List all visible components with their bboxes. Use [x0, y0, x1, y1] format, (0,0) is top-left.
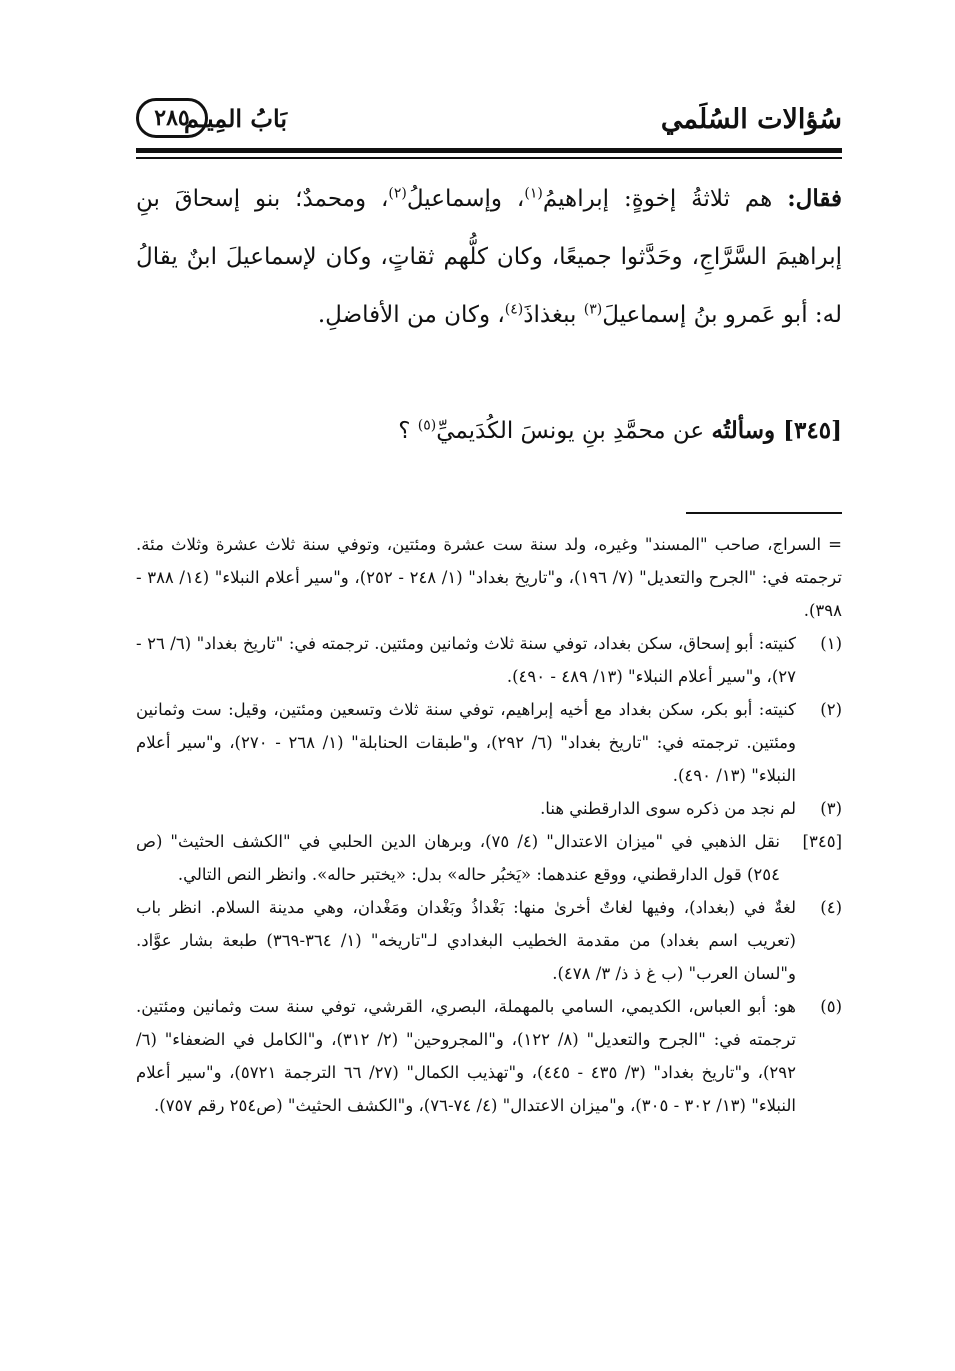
footnote-item	[136, 693, 842, 792]
footnote-separator	[686, 512, 842, 514]
footnote-item	[136, 891, 842, 990]
footnote-number: (٤)	[820, 898, 842, 917]
footnote-ref-1[interactable]: (١)	[524, 185, 543, 202]
page-number-badge: ٢٨٥	[136, 98, 208, 138]
answer-text-3: ، ومحمدٌ؛ بنو إسحاقَ بنِ إبراهيمَ السَّرَّاجِ، وحَدَّثوا جميعًا، وكان كلُّهم ثقاتٍ، وكان لإسماعيلَ ابنٌ يقالُ له: أبو عَمرو بنُ إسماعيلَ	[136, 186, 842, 328]
answer-lead: فقال:	[787, 185, 843, 212]
footnote-number: (٣)	[820, 799, 842, 818]
footnote-number: (٥)	[820, 997, 842, 1016]
footnote-item	[136, 627, 842, 693]
page-header	[136, 98, 842, 148]
footnote-text: كنيته: أبو إسحاق، سكن بغداد، توفي سنة ثلاث وثمانين ومئتين. ترجمته في: "تاريخ بغداد" (٦/ ٢٦ - ٢٧)، و"سير أعلام النبلاء" (١٣/ ٤٨٩ - ٤٩٠).	[136, 634, 796, 686]
answer-text-2: ، وإسماعيلُ	[406, 186, 525, 212]
answer-text-1: هم ثلاثةُ إخوةٍ: إبراهيمُ	[542, 186, 773, 212]
footnote-text: لغةٌ في (بغداد)، وفيها لغاتٌ أخرىٰ منها: بَغْداذُ وبَغْدان ومَغْدان، وهي مدينة السلام. انظر باب (تعريب اسم بغداد) من مقدمة الخطيب البغدادي لـ"تاريخه" (١/ ٣٦٤-٣٦٩) طبعة بشار عوَّاد. و"لسان العرب" (ب غ ذ ذ/ ٣/ ٤٧٨).	[136, 898, 796, 983]
footnotes-section	[136, 528, 842, 1122]
chapter-title: بَابُ المِيـم	[183, 104, 287, 133]
header-rule-thin	[136, 157, 842, 159]
footnote-number: (٢)	[820, 700, 842, 719]
question-paragraph	[136, 402, 842, 460]
footnote-continuation: = السراج، صاحب "المسند" وغيره، ولد سنة ست عشرة ومئتين، وتوفي سنة ثلاث عشرة وثلاث مئة. ترجمته في: "الجرح والتعديل" (٧/ ١٩٦)، و"تاريخ بغداد" (١/ ٢٤٨ - ٢٥٢)، و"سير أعلام النبلاء" (١٤/ ٣٨٨ - ٣٩٨).	[136, 535, 842, 620]
footnote-item	[136, 792, 842, 825]
footnote-text: كنيته: أبو بكر، سكن بغداد مع أخيه إبراهيم، توفي سنة ثلاث وتسعين ومئتين، وقيل: ست وثمانين ومئتين. ترجمته في: "تاريخ بغداد" (٦/ ٢٩٢)، و"طبقات الحنابلة" (١/ ٢٦٨ - ٢٧٠)، و"سير أعلام النبلاء" (١٣/ ٤٩٠).	[136, 700, 796, 785]
book-title: سُؤالات السُلَمي	[660, 104, 842, 135]
answer-text-5: ، وكان من الأفاضلِ.	[317, 302, 505, 328]
answer-paragraph	[136, 170, 842, 344]
footnote-text: هو: أبو العباس، الكديمي، السامي بالمهملة، البصري، القرشي، توفي سنة ست وثمانين ومئتين. ترجمته في: "الجرح والتعديل" (٨/ ١٢٢)، و"المجروحين" (٢/ ٣١٢)، و"الكامل في الضعفاء" (٦/ ٢٩٢)، و"تاريخ بغداد" (٣/ ٤٣٥ - ٤٤٥)، و"تهذيب الكمال" (٢٧/ ٦٦ الترجمة ٥٧٢١)، و"سير أعلام النبلاء" (١٣/ ٣٠٢ - ٣٠٥)، و"ميزان الاعتدال" (٤/ ٧٤-٧٦)، و"الكشف الحثيث" (ص٢٥٤ رقم ٧٥٧).	[136, 997, 796, 1115]
footnote-number: [٣٤٥]	[802, 832, 842, 851]
question-text: عن محمَّدِ بنِ يونسَ الكُدَيميِّ	[436, 418, 705, 444]
answer-text-4: ببغذاذَ	[523, 302, 584, 328]
header-rule-thick	[136, 148, 842, 153]
footnote-ref-3[interactable]: (٣)	[583, 301, 603, 318]
footnote-item	[136, 990, 842, 1122]
question-mark: ؟	[398, 418, 411, 444]
footnote-number: (١)	[820, 634, 842, 653]
question-number: [٣٤٥]	[783, 417, 842, 444]
main-paragraph	[136, 170, 842, 344]
question-lead: وسألتُه	[711, 417, 776, 444]
footnote-item	[136, 825, 842, 891]
footnote-ref-4[interactable]: (٤)	[504, 301, 524, 318]
footnote-ref-5[interactable]: (٥)	[417, 417, 437, 434]
footnote-text: لم نجد من ذكره سوى الدارقطني هنا.	[540, 799, 796, 818]
footnote-text: نقل الذهبي في "ميزان الاعتدال" (٤/ ٧٥)، وبرهان الدين الحلبي في "الكشف الحثيث" (ص ٢٥٤) قول الدارقطني، ووقع عندهما: «يَخبُر حاله» بدل: «يختبر حاله». وانظر النص التالي.	[136, 832, 780, 884]
footnote-ref-2[interactable]: (٢)	[388, 185, 407, 202]
